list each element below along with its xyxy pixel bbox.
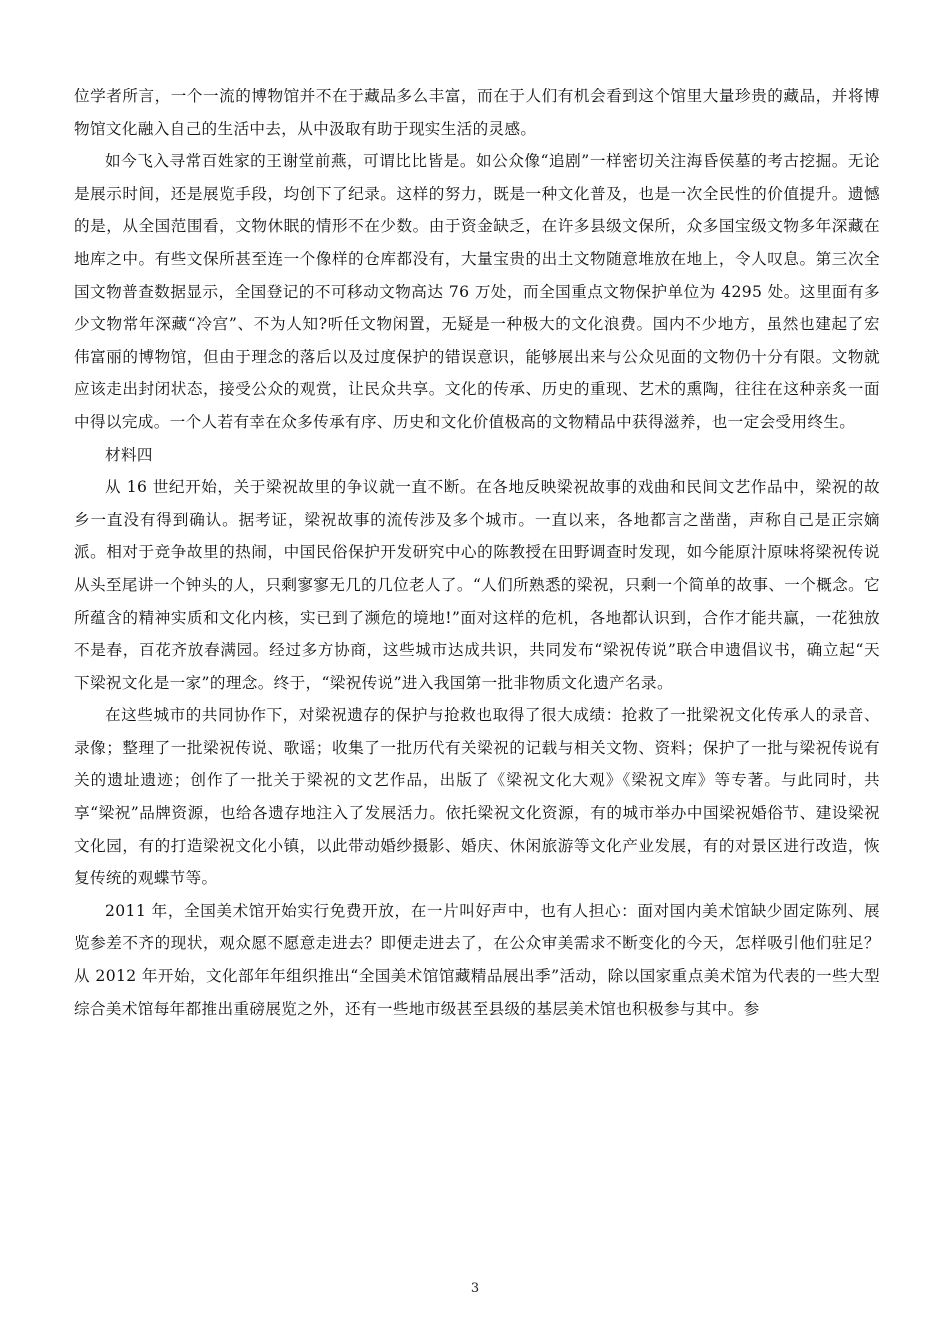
section-heading-material-four: 材料四	[105, 445, 153, 464]
paragraph-cultural-relics: 如今飞入寻常百姓家的王谢堂前燕，可谓比比皆是。如公众像“追剧”一样密切关注海昏侯墓的考古挖掘。无论是展示时间，还是展览手段，均创下了纪录。这样的努力，既是一种文化普及，也是一次全民性的价值提升。遗憾的是，从全国范围看，文物休眠的情形不在少数。由于资金缺乏，在许多县级文保所，众多国宝级文物多年深藏在地库之中。有些文保所甚至连一个像样的仓库都没有，大量宝贵的出土文物随意堆放在地上，令人叹息。第三次全国文物普查数据显示，全国登记的不可移动文物高达 76 万处，而全国重点文物保护单位为 4295 处。这里面有多少文物常年深藏“冷宫”、不为人知?听任文物闲置，无疑是一种极大的文化浪费。国内不少地方，虽然也建起了宏伟富丽的博物馆，但由于理念的落后以及过度保护的错误意识，能够展出来与公众见面的文物仍十分有限。文物就应该走出封闭状态，接受公众的观赏，让民众共享。文化的传承、历史的重现、艺术的熏陶，往往在这种亲炙一面中得以完成。一个人若有幸在众多传承有序、历史和文化价值极高的文物精品中获得滋养，也一定会受用终生。	[74, 152, 880, 431]
paragraph-art-museums: 2011 年，全国美术馆开始实行免费开放，在一片叫好声中，也有人担心：面对国内美术馆缺少固定陈列、展览参差不齐的现状，观众愿不愿意走进去？即便走进去了，在公众审美需求不断变化的今天，怎样吸引他们驻足？从 2012 年开始，文化部年年组织推出“全国美术馆馆藏精品展出季”活动，除以国家重点美术馆为代表的一些大型综合美术馆每年都推出重磅展览之外，还有一些地市级甚至县级的基层美术馆也积极参与其中。参	[74, 901, 880, 1018]
document-body	[74, 80, 880, 1025]
paragraph-liangzhu-protection: 在这些城市的共同协作下，对梁祝遗存的保护与抢救也取得了很大成绩：抢救了一批梁祝文化传承人的录音、录像；整理了一批梁祝传说、歌谣；收集了一批历代有关梁祝的记载与相关文物、资料；保护了一批与梁祝传说有关的遗址遗迹；创作了一批关于梁祝的文艺作品，出版了《梁祝文化大观》《梁祝文库》等专著。与此同时，共享“梁祝”品牌资源，也给各遗存地注入了发展活力。依托梁祝文化资源，有的城市举办中国梁祝婚俗节、建设梁祝文化园，有的打造梁祝文化小镇，以此带动婚纱摄影、婚庆、休闲旅游等文化产业发展，有的对景区进行改造，恢复传统的观蝶节等。	[74, 706, 880, 888]
paragraph-continuation: 位学者所言，一个一流的博物馆并不在于藏品多么丰富，而在于人们有机会看到这个馆里大量珍贵的藏品，并将博物馆文化融入自己的生活中去，从中汲取有助于现实生活的灵感。	[74, 87, 880, 138]
page-number: 3	[470, 1281, 480, 1296]
paragraph-liangzhu-hometown: 从 16 世纪开始，关于梁祝故里的争议就一直不断。在各地反映梁祝故事的戏曲和民间文艺作品中，梁祝的故乡一直没有得到确认。据考证，梁祝故事的流传涉及多个城市。一直以来，各地都言之凿凿，声称自己是正宗嫡派。相对于竞争故里的热闹，中国民俗保护开发研究中心的陈教授在田野调查时发现，如今能原汁原味将梁祝传说从头至尾讲一个钟头的人，只剩寥寥无几的几位老人了。“人们所熟悉的梁祝，只剩一个简单的故事、一个概念。它所蕴含的精神实质和文化内核，实已到了濒危的境地!”面对这样的危机，各地都认识到，合作才能共赢，一花独放不是春，百花齐放春满园。经过多方协商，这些城市达成共识，共同发布“梁祝传说”联合申遗倡议书，确立起“天下梁祝文化是一家”的理念。终于，“梁祝传说”进入我国第一批非物质文化遗产名录。	[74, 478, 880, 692]
